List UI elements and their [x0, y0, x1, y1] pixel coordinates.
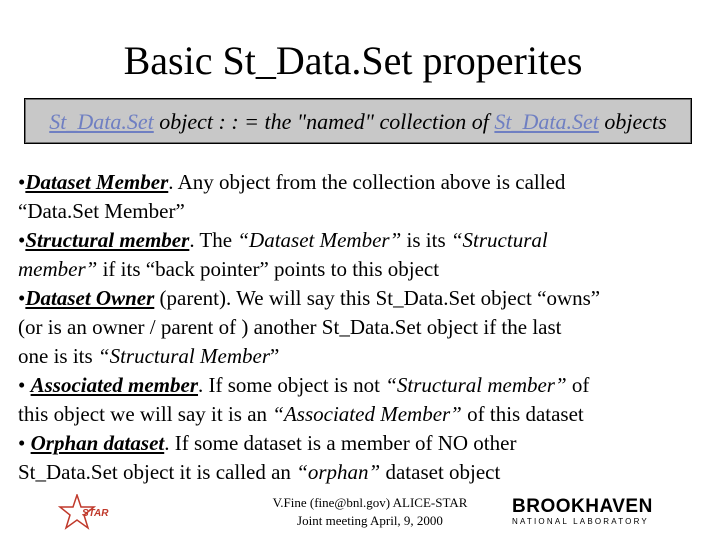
body-text-span: ”	[270, 344, 280, 368]
brookhaven-logo-text: BROOKHAVEN	[512, 496, 653, 517]
term-structural-member: Structural member	[25, 228, 190, 252]
bullet: •	[18, 228, 26, 252]
term-dataset-owner: Dataset Owner	[25, 286, 155, 310]
body-line	[18, 255, 708, 284]
st-dataset-link[interactable]: St_Data.Set	[49, 109, 154, 134]
body-text-span: (parent). We will say this St_Data.Set object “owns”	[154, 286, 601, 310]
footer-line-2: Joint meeting April, 9, 2000	[297, 513, 443, 528]
definition-text: object : : = the "named" collection of	[153, 109, 495, 134]
quoted-term: “Associated Member”	[272, 402, 462, 426]
body-text-span: St_Data.Set object it is called an	[18, 460, 297, 484]
term-associated-member: Associated member	[30, 373, 199, 397]
body-text-span: “Data.Set Member”	[18, 199, 185, 223]
bullet: •	[18, 373, 31, 397]
national-laboratory-text: NATIONAL LABORATORY	[512, 517, 649, 526]
body-text-span: if its “back pointer” points to this object	[97, 257, 440, 281]
footer-line-1: V.Fine (fine@bnl.gov) ALICE-STAR	[272, 495, 468, 510]
bullet: •	[18, 286, 26, 310]
quoted-term: member”	[18, 257, 98, 281]
quoted-term: “Structural Member	[97, 344, 270, 368]
body-line	[18, 342, 708, 371]
star-logo-icon	[58, 494, 114, 532]
body-line	[18, 284, 708, 313]
body-line	[18, 226, 708, 255]
body-text-span: one is its	[18, 344, 98, 368]
quoted-term: “Structural member”	[385, 373, 567, 397]
body-text-span: . If some object is not	[198, 373, 386, 397]
body-text-span: (or is an owner / parent of ) another St_Data.Set object if the last	[18, 315, 562, 339]
term-dataset-member: Dataset Member	[25, 170, 169, 194]
body-line	[18, 371, 708, 400]
term-orphan-dataset: Orphan dataset	[30, 431, 165, 455]
body-text-span: . The	[189, 228, 238, 252]
quoted-term: “orphan”	[296, 460, 381, 484]
definition-text-end: objects	[598, 109, 667, 134]
body-text-span: . Any object from the collection above is called	[168, 170, 566, 194]
st-dataset-link-2[interactable]: St_Data.Set	[494, 109, 599, 134]
body-line	[18, 400, 708, 429]
footer	[240, 494, 500, 530]
body-line	[18, 197, 708, 226]
body-line	[18, 429, 708, 458]
body-line	[18, 313, 708, 342]
body-line	[18, 168, 708, 197]
body-text-span: of this dataset	[461, 402, 584, 426]
body-text	[18, 168, 708, 487]
quoted-term: “Dataset Member”	[237, 228, 402, 252]
star-logo-text: STAR	[82, 508, 109, 519]
body-text-span: this object we will say it is an	[18, 402, 273, 426]
body-line	[18, 458, 708, 487]
body-text-span: of	[566, 373, 590, 397]
definition-box	[24, 98, 692, 144]
bullet: •	[18, 170, 26, 194]
body-text-span: . If some dataset is a member of NO other	[164, 431, 517, 455]
slide-title: Basic St_Data.Set properites	[123, 38, 583, 83]
bullet: •	[18, 431, 31, 455]
body-text-span: dataset object	[380, 460, 501, 484]
body-text-span: is its	[401, 228, 451, 252]
brookhaven-logo	[512, 497, 652, 531]
quoted-term: “Structural	[450, 228, 548, 252]
